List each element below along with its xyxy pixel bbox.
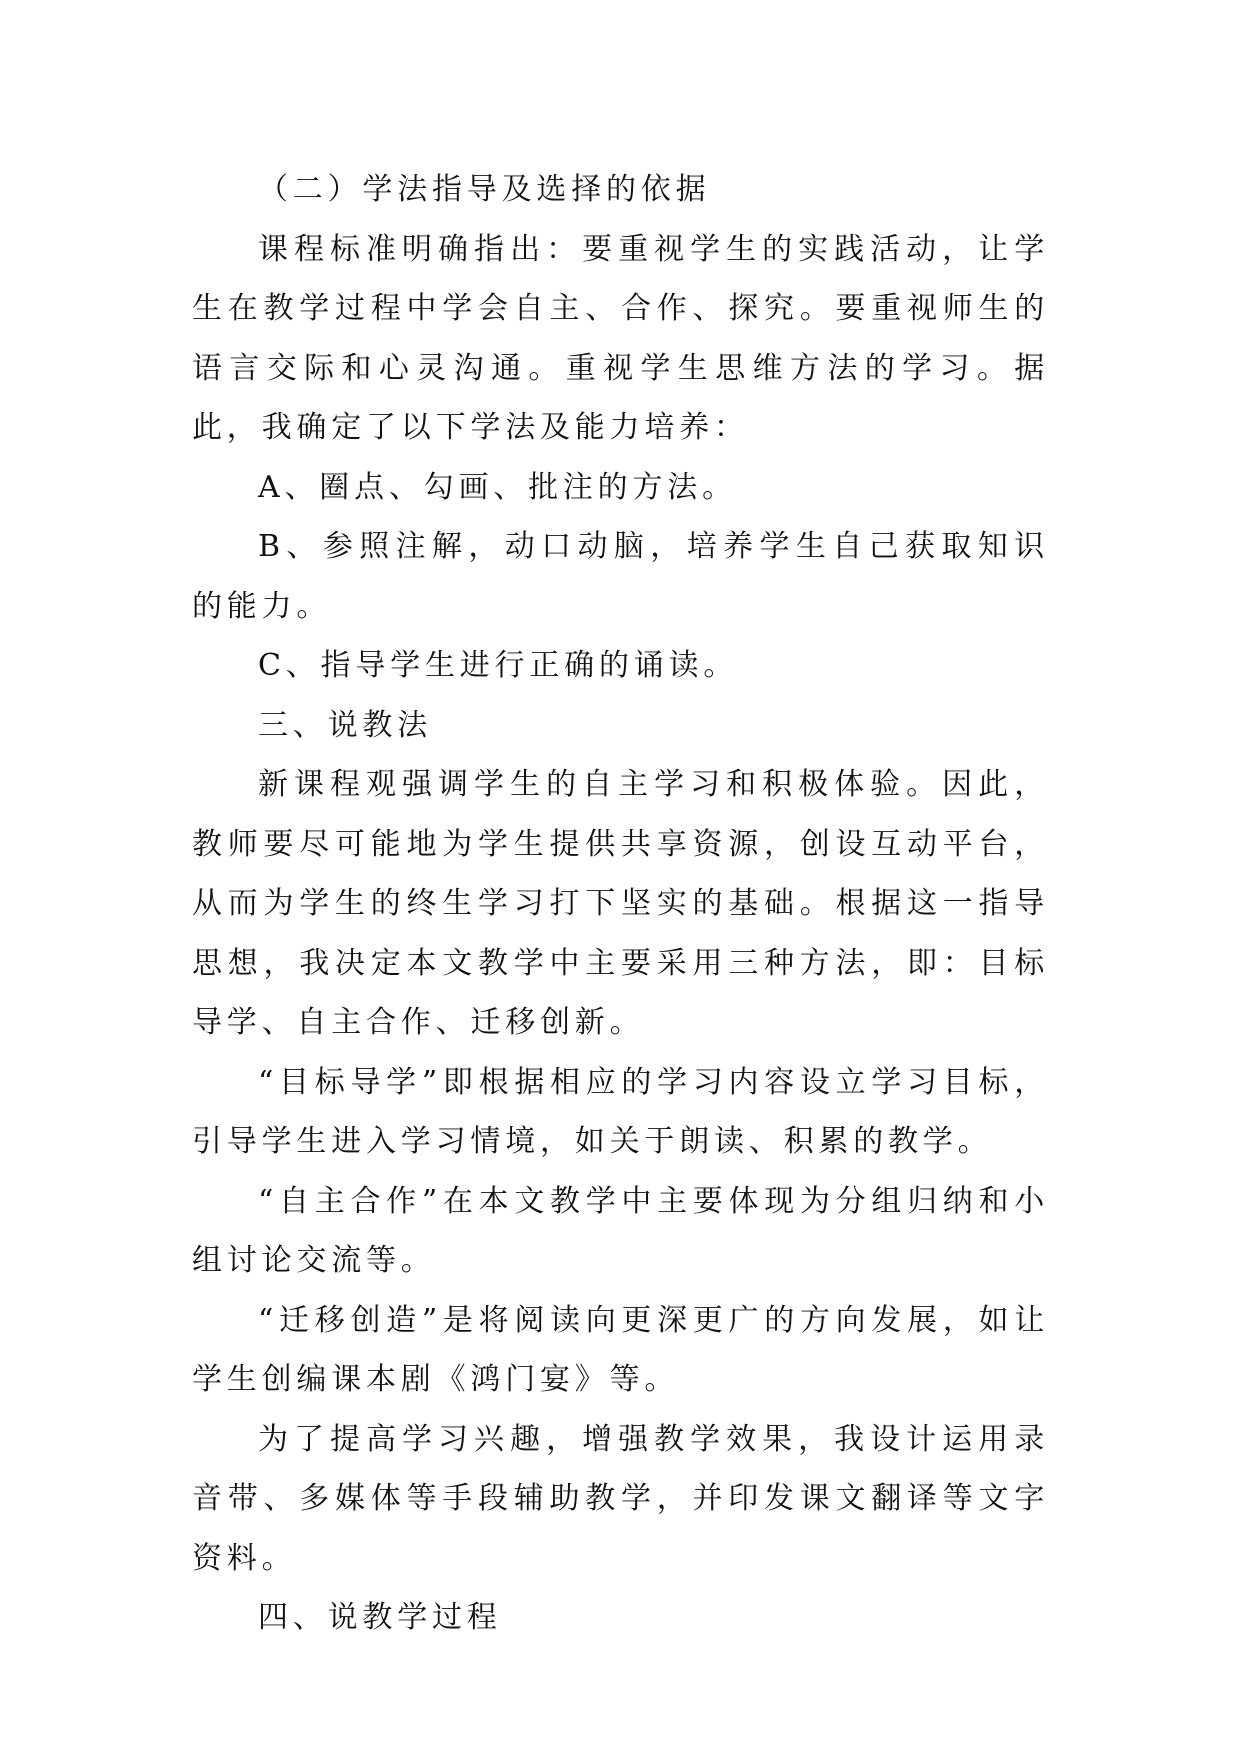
list-item-b: B、参照注解，动口动脑，培养学生自己获取知识的能力。 <box>192 529 1049 624</box>
paragraph-new-curriculum: 新课程观强调学生的自主学习和积极体验。因此，教师要尽可能地为学生提供共享资源，创设互动平台，从而为学生的终生学习打下坚实的基础。根据这一指导思想，我决定本文教学中主要采用三种方法，即：目标导学、自主合作、迁移创新。 <box>192 767 1049 1040</box>
list-item-c: C、指导学生进行正确的诵读。 <box>258 648 739 683</box>
paragraph-curriculum-standard: 课程标准明确指出：要重视学生的实践活动，让学生在教学过程中学会自主、合作、探究。要重视师生的语言交际和心灵沟通。重视学生思维方法的学习。据此，我确定了以下学法及能力培养： <box>192 231 1049 445</box>
paragraph-cooperation: “自主合作”在本文教学中主要体现为分组归纳和小组讨论交流等。 <box>192 1183 1049 1278</box>
section-heading-teaching-process: 四、说教学过程 <box>258 1600 502 1635</box>
section-heading-teaching-methods: 三、说教法 <box>258 707 432 743</box>
document-body <box>192 160 1049 1648</box>
paragraph-transfer-creation: “迁移创造”是将阅读向更深更广的方向发展，如让学生创编课本剧《鸿门宴》等。 <box>192 1302 1049 1397</box>
paragraph-goal-guided: “目标导学”即根据相应的学习内容设立学习目标，引导学生进入学习情境，如关于朗读、积累的教学。 <box>192 1064 1049 1159</box>
section-heading-study-methods: （二）学法指导及选择的依据 <box>258 172 711 207</box>
list-item-a: A、圈点、勾画、批注的方法。 <box>258 469 737 505</box>
paragraph-multimedia: 为了提高学习兴趣，增强教学效果，我设计运用录音带、多媒体等手段辅助教学，并印发课文翻译等文字资料。 <box>192 1421 1049 1576</box>
